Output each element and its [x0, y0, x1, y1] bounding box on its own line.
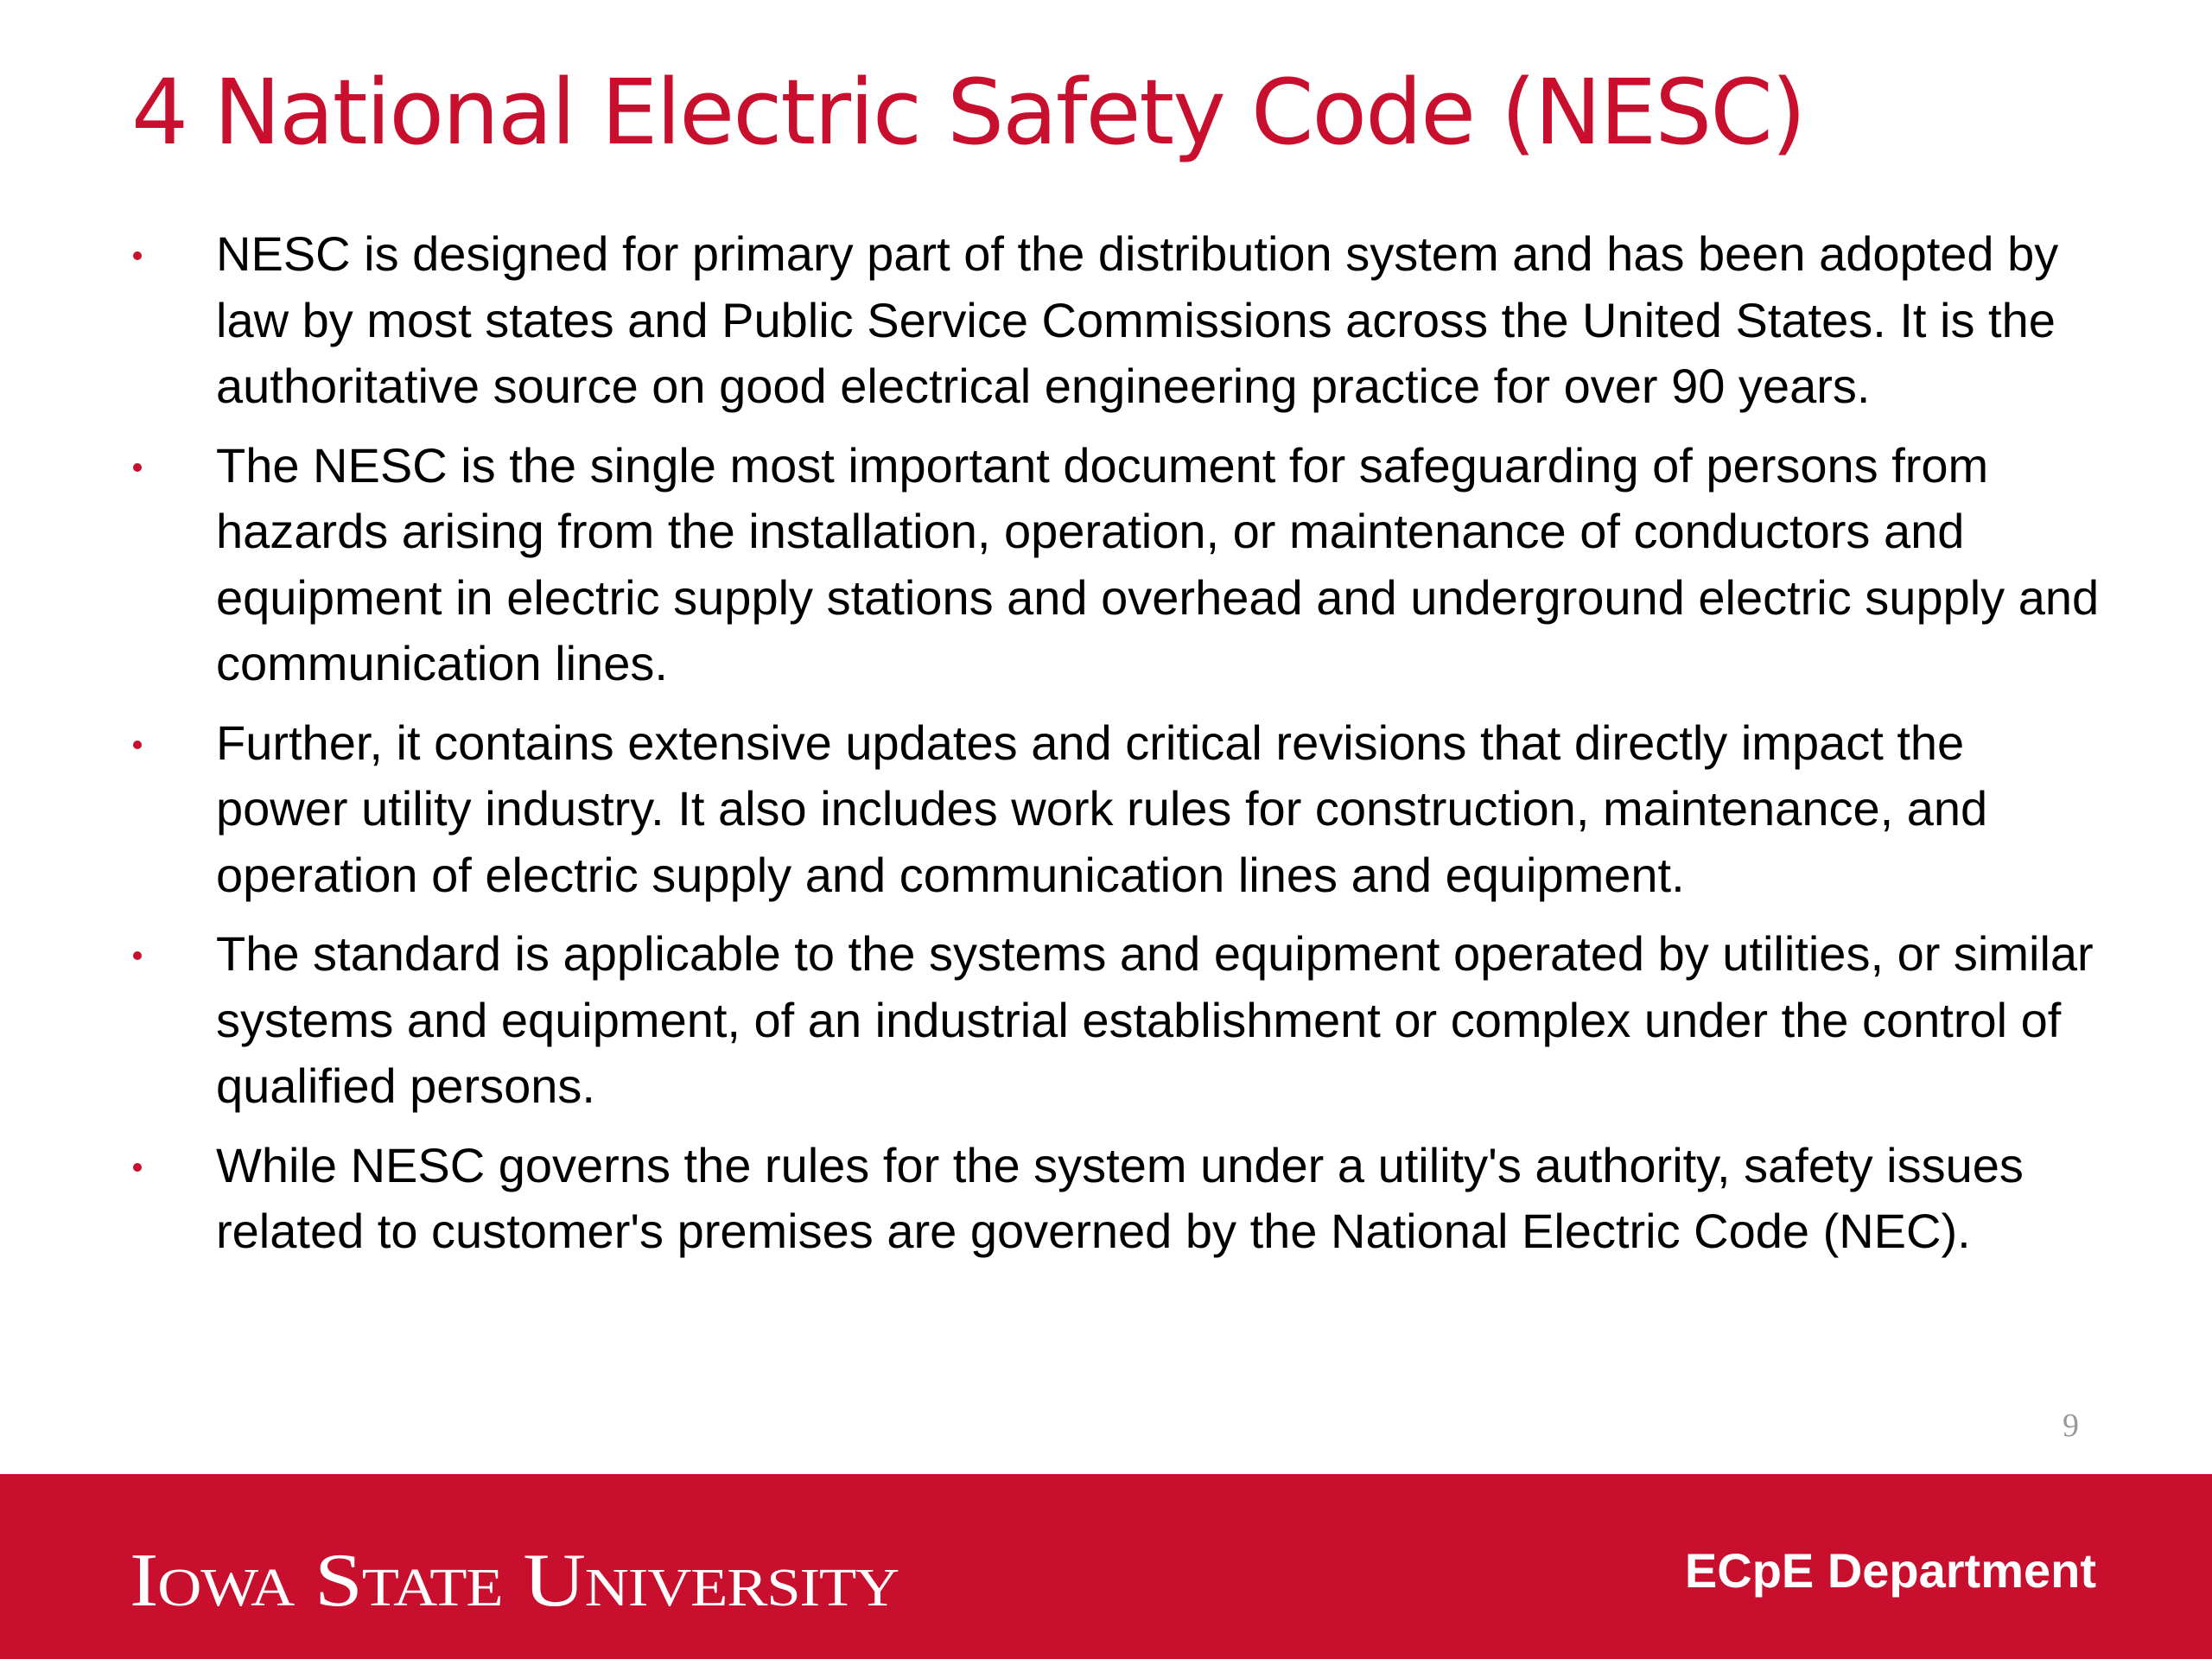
bullet-item-4 [130, 921, 2100, 1120]
university-logo [130, 1536, 907, 1637]
bullet-text-2: The NESC is the single most important document for safeguarding of persons from hazards arising from the installation, operation, or maintenance of conductors and equipment in electric supply stations and overhead and underground electric supply and communication lines. [216, 437, 2100, 690]
bullet-text-3: Further, it contains extensive updates and critical revisions that directly impact the power utility industry. It also includes work rules for construction, maintenance, and operation of electric supply and communication lines and equipment. [216, 715, 1988, 902]
bullet-dot-icon [133, 951, 142, 960]
bullet-dot-icon [133, 251, 142, 260]
department-label: ECpE Department [1684, 1543, 2096, 1598]
page-number: 9 [2063, 1408, 2079, 1444]
bullet-item-2 [130, 433, 2100, 697]
bullet-item-3 [130, 710, 2100, 909]
bullet-text-5: While NESC governs the rules for the system under a utility's authority, safety issues related to customer's premises are governed by the National Electric Code (NEC). [216, 1137, 2024, 1258]
slide-title: 4 National Electric Safety Code (NESC) [131, 60, 1805, 165]
bullet-item-5 [130, 1133, 2100, 1265]
svg-text:Iowa State University: Iowa State University [130, 1539, 899, 1623]
bullet-list [130, 221, 2100, 1278]
bullet-text-1: NESC is designed for primary part of the distribution system and has been adopted by law by most states and Public Service Commissions across the United States. It is the authoritative source on good electrical engineering practice for over 90 years. [216, 226, 2059, 413]
bullet-text-4: The standard is applicable to the systems and equipment operated by utilities, or similar systems and equipment, of an industrial establishment or complex under the control of qualified persons. [216, 926, 2094, 1113]
bullet-dot-icon [133, 741, 142, 749]
university-wordmark [130, 1536, 907, 1623]
footer-bar [0, 1474, 2212, 1659]
bullet-item-1 [130, 221, 2100, 420]
bullet-dot-icon [133, 463, 142, 472]
bullet-dot-icon [133, 1163, 142, 1172]
